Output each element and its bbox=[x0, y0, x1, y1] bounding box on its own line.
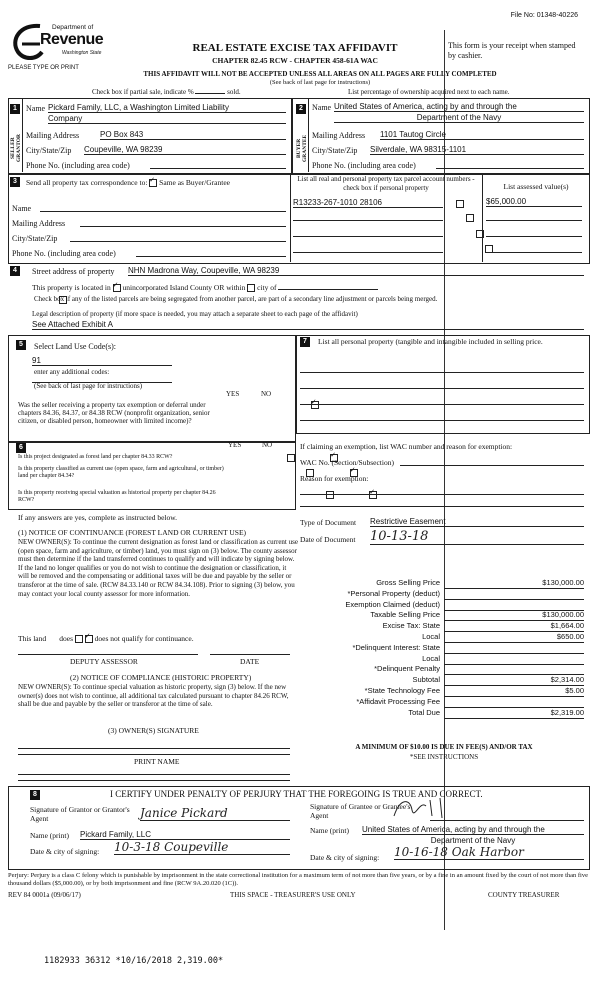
minimum-note: A MINIMUM OF $10.00 IS DUE IN FEE(S) AND/OR TAX bbox=[355, 743, 533, 751]
city-of-label: city of bbox=[257, 283, 277, 292]
personal-property-checkbox-1[interactable] bbox=[456, 200, 464, 208]
owner-sig-label: (3) OWNER(S) SIGNATURE bbox=[108, 726, 199, 735]
seller-phone-label: Phone No. (including area code) bbox=[26, 161, 130, 170]
seller-name-field-2[interactable]: Company bbox=[48, 114, 286, 124]
exemption-claim-label: If claiming an exemption, list WAC number and reason for exemption: bbox=[300, 442, 513, 451]
assessed-field-2[interactable] bbox=[486, 220, 582, 221]
current-use-question: Is this property classified as current use (open space, farm and agricultural, or timber) land per chapter 84.34? bbox=[18, 466, 224, 479]
section-5-number: 5 bbox=[16, 340, 26, 350]
grantor-name-field[interactable]: Pickard Family, LLC bbox=[80, 830, 290, 840]
grantor-sig-label: Signature of Grantor or Grantor's Agent bbox=[30, 805, 130, 823]
tax-row-value[interactable]: $130,000.00 bbox=[444, 578, 584, 589]
grantee-signature-scribble bbox=[390, 796, 470, 820]
seller-side-label: SELLER GRANTOR bbox=[10, 134, 22, 163]
qualify-label: qualify for continuance. bbox=[121, 634, 194, 643]
partial-sale-row bbox=[92, 88, 241, 96]
corr-phone-field[interactable] bbox=[136, 256, 286, 257]
grantor-signature[interactable]: Janice Pickard bbox=[140, 806, 290, 821]
land-use-see-back: (See back of last page for instructions) bbox=[34, 382, 143, 390]
print-name-label: PRINT NAME bbox=[134, 757, 180, 766]
list-pct-note: List percentage of ownership acquired next to each name. bbox=[348, 88, 510, 96]
tax-row bbox=[300, 697, 586, 708]
buyer-mail-label: Mailing Address bbox=[312, 131, 366, 140]
seller-phone-field[interactable] bbox=[150, 168, 286, 169]
page-subtitle: CHAPTER 82.45 RCW - CHAPTER 458-61A WAC bbox=[212, 56, 378, 65]
see-instructions: *SEE INSTRUCTIONS bbox=[409, 753, 479, 761]
dor-logo bbox=[10, 20, 120, 64]
segregated-label: Check box if any of the listed parcels are being segregated from another parcel, are part of a secondary line adjustment or parcels being merged. bbox=[34, 295, 438, 303]
tax-row-label: *State Technology Fee bbox=[364, 685, 440, 695]
assessed-field-1[interactable]: $65,000.00 bbox=[486, 197, 582, 207]
logo-dept: Department of bbox=[52, 24, 94, 31]
land-use-code-field[interactable]: 91 bbox=[32, 356, 172, 366]
buyer-name-field[interactable]: United States of America, acting by and through the bbox=[334, 102, 584, 112]
tax-row bbox=[300, 621, 586, 632]
logo-word: Revenue bbox=[40, 31, 104, 48]
seller-mail-label: Mailing Address bbox=[26, 131, 80, 140]
buyer-city-label: City/State/Zip bbox=[312, 146, 358, 155]
tax-row bbox=[300, 686, 586, 697]
tax-row bbox=[300, 654, 586, 665]
tax-row bbox=[300, 675, 586, 686]
sec5-no-header: NO bbox=[261, 390, 272, 398]
does-checkbox[interactable] bbox=[75, 635, 83, 643]
street-field[interactable]: NHN Madrona Way, Coupeville, WA 98239 bbox=[128, 266, 584, 276]
does-not-label: does not bbox=[94, 634, 120, 643]
deputy-assessor-label: DEPUTY ASSESSOR bbox=[70, 657, 138, 666]
grantor-name-label: Name (print) bbox=[30, 831, 69, 840]
seller-mail-field[interactable]: PO Box 843 bbox=[100, 130, 286, 140]
tax-row bbox=[300, 610, 586, 621]
this-land-label: This land bbox=[18, 634, 47, 643]
partial-sale-input[interactable] bbox=[195, 93, 225, 94]
buyer-name-field-2[interactable]: Department of the Navy bbox=[334, 113, 584, 123]
send-label: Send all property tax correspondence to: bbox=[26, 178, 148, 187]
wac-field[interactable] bbox=[400, 465, 584, 466]
legal-label: Legal description of property (if more space is needed, you may attach a separate sheet to each page of the affidavit) bbox=[32, 310, 358, 318]
tax-row-label: *Personal Property (deduct) bbox=[347, 588, 440, 598]
grantee-sig-label: Signature of Grantee or Grantee's Agent bbox=[310, 802, 411, 820]
city-of-field[interactable] bbox=[278, 289, 378, 290]
see-back-note: (See back of last page for instructions) bbox=[269, 79, 371, 86]
perjury-statement: Perjury: Perjury is a class C felony which is punishable by imprisonment in the state correctional institution for a maximum term of not more than five years, or by a fine in an amount fixed by the court of not more than five thousand dollars ($5,000.00), or by both imprisonment and fine (RCW 9A.20.020 (1C)). bbox=[8, 872, 588, 887]
continuance-row bbox=[18, 634, 194, 643]
tax-row-value[interactable]: $2,319.00 bbox=[444, 708, 584, 719]
corr-mail-label: Mailing Address bbox=[12, 219, 66, 228]
form-revision: REV 84 0001a (09/06/17) bbox=[8, 891, 81, 899]
reason-field-2[interactable] bbox=[300, 506, 584, 507]
tax-row-value[interactable]: $130,000.00 bbox=[444, 610, 584, 621]
sec6-yes-header: YES bbox=[228, 441, 242, 449]
parcel-field-2[interactable] bbox=[293, 220, 443, 221]
historic-question: Is this property receiving special valuation as historical property per chapter 84.26 RCW? bbox=[18, 490, 216, 503]
grantor-date-label: Date & city of signing: bbox=[30, 847, 100, 856]
section-4-number: 4 bbox=[10, 266, 20, 276]
personal-property-field-2[interactable] bbox=[300, 388, 584, 389]
tax-row-label: Total Due bbox=[408, 707, 440, 717]
personal-property-checkbox-2[interactable] bbox=[466, 214, 474, 222]
city-of-checkbox[interactable] bbox=[247, 284, 255, 292]
notice1-title: (1) NOTICE OF CONTINUANCE (FOREST LAND OR CURRENT USE) bbox=[18, 528, 247, 537]
wac-label: WAC No. (Section/Subsection) bbox=[300, 458, 394, 467]
street-label: Street address of property bbox=[32, 267, 115, 276]
personal-property-field-3[interactable] bbox=[300, 404, 584, 405]
reason-field[interactable] bbox=[300, 494, 584, 495]
buyer-name-label: Name bbox=[312, 103, 332, 112]
tax-row-value[interactable] bbox=[444, 643, 584, 654]
tax-row-label: *Affidavit Processing Fee bbox=[356, 696, 440, 706]
corr-city-label: City/State/Zip bbox=[12, 234, 58, 243]
corr-name-field[interactable] bbox=[40, 211, 286, 212]
unincorporated-label: unincorporated Island County OR within bbox=[122, 283, 246, 292]
warning-text: THIS AFFIDAVIT WILL NOT BE ACCEPTED UNLESS ALL AREAS ON ALL PAGES ARE FULLY COMPLETED bbox=[143, 70, 497, 78]
historic-yes-checkbox[interactable] bbox=[326, 491, 334, 499]
section-3-number: 3 bbox=[10, 177, 20, 187]
seller-name-field[interactable]: Pickard Family, LLC, a Washington Limited Liability bbox=[48, 103, 286, 113]
does-not-checkbox[interactable] bbox=[85, 635, 93, 643]
sec5-yes-header: YES bbox=[226, 390, 240, 398]
tax-row-label: *Delinquent Penalty bbox=[374, 664, 440, 674]
doc-date-field[interactable]: 10-13-18 bbox=[370, 529, 584, 545]
land-use-label: Select Land Use Code(s): bbox=[34, 342, 116, 351]
buyer-mail-field[interactable]: 1101 Tautog Circle bbox=[380, 130, 584, 140]
assessed-field-3[interactable] bbox=[486, 236, 582, 237]
personal-property-checkbox-3[interactable] bbox=[476, 230, 484, 238]
tax-row-label: Taxable Selling Price bbox=[370, 610, 440, 620]
notice2-title: (2) NOTICE OF COMPLIANCE (HISTORIC PROPERTY) bbox=[70, 673, 252, 682]
corr-mail-field[interactable] bbox=[80, 226, 286, 227]
section-8-number: 8 bbox=[30, 790, 40, 800]
sec6-no-header: NO bbox=[262, 441, 273, 449]
assessed-header: List assessed value(s) bbox=[503, 182, 569, 191]
personal-property-field[interactable] bbox=[300, 372, 584, 373]
grantee-name-field[interactable]: United States of America, acting by and through the bbox=[362, 825, 584, 835]
tax-row bbox=[300, 589, 586, 600]
forest-question: Is this project designated as forest land per chapter 84.33 RCW? bbox=[18, 454, 173, 460]
sold-label: sold. bbox=[227, 88, 241, 96]
partial-sale-label: Check box if partial sale, indicate % bbox=[92, 88, 194, 96]
parcel-field-1[interactable]: R13233-267-1010 28106 bbox=[293, 198, 443, 208]
unincorporated-checkbox[interactable] bbox=[113, 284, 121, 292]
legal-field[interactable]: See Attached Exhibit A bbox=[32, 320, 584, 330]
doc-type-label: Type of Document bbox=[300, 518, 357, 527]
notice2-body: NEW OWNER(S): To continue special valuation as historic property, sign (3) below. If the new owner(s) does not wish to continue, all additional tax calculated pursuant to chapter 84.26 RCW, shall be due and payable by the seller or transferor at the time of sale. bbox=[18, 683, 289, 709]
section-7-number: 7 bbox=[300, 337, 310, 347]
historic-no-checkbox[interactable] bbox=[369, 491, 377, 499]
located-row bbox=[32, 283, 378, 292]
tax-row-label: *Delinquent Interest: State bbox=[352, 642, 440, 652]
tax-row-value[interactable]: $650.00 bbox=[444, 632, 584, 643]
doc-date-label: Date of Document bbox=[300, 535, 356, 544]
parcel-field-3[interactable] bbox=[293, 236, 443, 237]
tax-row bbox=[300, 600, 586, 611]
tax-row bbox=[300, 664, 586, 675]
same-as-buyer-label: Same as Buyer/Grantee bbox=[159, 178, 230, 187]
parcels-header: List all real and personal property tax parcel account numbers - check box if personal property bbox=[297, 175, 475, 192]
section-6-number: 6 bbox=[16, 443, 26, 453]
buyer-phone-field[interactable] bbox=[436, 168, 584, 169]
grantee-date-label: Date & city of signing: bbox=[310, 853, 380, 862]
tax-row-label: Exemption Claimed (deduct) bbox=[345, 599, 440, 609]
personal-property-field-4[interactable] bbox=[300, 420, 584, 421]
grantee-name-field-2[interactable]: Department of the Navy bbox=[430, 836, 516, 845]
certify-statement: I CERTIFY UNDER PENALTY OF PERJURY THAT THE FOREGOING IS TRUE AND CORRECT. bbox=[110, 789, 483, 799]
tax-row bbox=[300, 632, 586, 643]
personal-property-label: List all personal property (tangible and intangible included in selling price. bbox=[318, 337, 543, 346]
grantee-date-field[interactable]: 10-16-18 Oak Harbor bbox=[394, 845, 584, 860]
tax-row-value[interactable] bbox=[444, 600, 584, 611]
send-correspondence-row bbox=[26, 178, 230, 187]
notice1-body: NEW OWNER(S): To continue the current designation as forest land or classification as current use (open space, farm and agriculture, or timber) land, you must sign on (3) below. The county assessor must then determine if the land transferred continues to qualify and will indicate by signing below. If the land no longer qualifies or you do not wish to continue the designation or classification, it will be removed and the compensating or additional taxes will be due and payable by the seller or transferor at the time of sale. (RCW 84.33.140 or RCW 84.34.108). Prior to signing (3) below, you may contact your local county assessor for more information. bbox=[18, 538, 298, 598]
tax-row-value[interactable] bbox=[444, 654, 584, 665]
tax-row-label: Local bbox=[422, 653, 440, 663]
corr-city-field[interactable] bbox=[70, 241, 286, 242]
tax-row-label: Excise Tax: State bbox=[382, 621, 440, 631]
grantor-date-field[interactable]: 10-3-18 Coupeville bbox=[114, 840, 290, 855]
corr-name-label: Name bbox=[12, 204, 32, 213]
tax-row-value[interactable]: $5.00 bbox=[444, 686, 584, 697]
grantee-name-label: Name (print) bbox=[310, 826, 349, 835]
please-type: PLEASE TYPE OR PRINT bbox=[8, 65, 79, 71]
exemption-question: Was the seller receiving a property tax exemption or deferral under chapters 84.36, 84.37, or 84.38 RCW (nonprofit organization, senior citizen, or disabled person, homeowner with limited income)? bbox=[18, 401, 210, 425]
seller-name-label: Name bbox=[26, 104, 46, 113]
tax-row-label: Gross Selling Price bbox=[376, 578, 440, 587]
seller-city-field[interactable]: Coupeville, WA 98239 bbox=[84, 145, 286, 155]
tax-row-label: Subtotal bbox=[412, 675, 440, 685]
buyer-side-label: BUYER GRANTEE bbox=[296, 134, 308, 162]
assessed-field-4[interactable] bbox=[486, 252, 582, 253]
additional-codes-label: enter any additional codes: bbox=[34, 368, 110, 376]
buyer-city-field[interactable]: Silverdale, WA 98315-1101 bbox=[370, 145, 584, 155]
same-as-buyer-checkbox[interactable] bbox=[149, 179, 157, 187]
receipt-note: This form is your receipt when stamped by cashier. bbox=[448, 41, 576, 60]
tax-row bbox=[300, 578, 586, 589]
date-label: DATE bbox=[240, 657, 260, 666]
section-2-number: 2 bbox=[296, 104, 306, 114]
tax-row bbox=[300, 643, 586, 654]
seller-city-label: City/State/Zip bbox=[26, 146, 72, 155]
tax-row-value[interactable]: $2,314.00 bbox=[444, 675, 584, 686]
tax-row bbox=[300, 708, 586, 719]
page-title: REAL ESTATE EXCISE TAX AFFIDAVIT bbox=[192, 42, 398, 54]
section-1-number: 1 bbox=[10, 104, 20, 114]
logo-state: Washington State bbox=[62, 50, 102, 56]
tax-row-value[interactable] bbox=[444, 697, 584, 708]
tax-row-value[interactable]: $1,664.00 bbox=[444, 621, 584, 632]
does-label: does bbox=[59, 634, 73, 643]
located-label: This property is located in bbox=[32, 283, 111, 292]
treasurer-stamp: 1182933 36312 *10/16/2018 2,319.00* bbox=[44, 956, 224, 966]
forest-yes-checkbox[interactable] bbox=[287, 454, 295, 462]
tax-row-value[interactable] bbox=[444, 589, 584, 600]
tax-row-value[interactable] bbox=[444, 664, 584, 675]
treasurer-use-label: THIS SPACE - TREASURER'S USE ONLY bbox=[230, 891, 356, 899]
grantee-signature[interactable] bbox=[430, 812, 584, 821]
corr-phone-label: Phone No. (including area code) bbox=[12, 249, 116, 258]
if-yes-note: If any answers are yes, complete as instructed below. bbox=[18, 513, 178, 522]
doc-type-field[interactable]: Restrictive Easement bbox=[370, 517, 584, 527]
buyer-phone-label: Phone No. (including area code) bbox=[312, 161, 416, 170]
parcel-field-4[interactable] bbox=[293, 252, 443, 253]
tax-calculation-table bbox=[300, 578, 586, 718]
file-number: File No: 01348-40226 bbox=[510, 12, 578, 19]
reason-label: Reason for exemption: bbox=[300, 474, 369, 483]
county-treasurer-label: COUNTY TREASURER bbox=[488, 891, 560, 899]
tax-row-label: Local bbox=[422, 631, 440, 641]
